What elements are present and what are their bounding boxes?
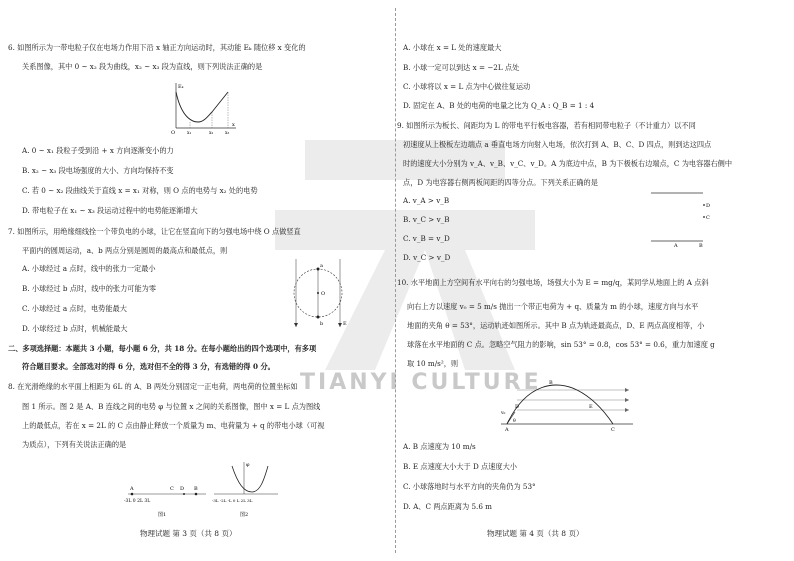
q9-line2: 初速度从上极板左边端点 a 垂直电场方向射入电场，依次打到 A、B、C、D 四点，则到达这四点 (403, 140, 712, 149)
q7-option-d: D. 小球经过 b 点时，机械能最大 (22, 324, 128, 333)
q6-tick-x3: x₃ (225, 131, 230, 135)
q9-line3: 时的速度大小分别为 v_A、v_B、v_C、v_D。A 为底边中点，B 为下极板右边端点，C 为电容器右侧中 (403, 159, 733, 168)
q8-line4: 为质点），下列有关说法正确的是 (22, 440, 127, 449)
q10-option-c: C. 小球落地时与水平方向的夹角仍为 53° (403, 482, 536, 491)
q9-capacitor-figure (647, 185, 717, 247)
q9-option-a: A. v_A > v_B (403, 196, 450, 205)
q7-graph (290, 255, 350, 330)
q9-option-c: C. v_B = v_D (403, 234, 450, 243)
q10-label-b: B (549, 380, 553, 386)
q9-line4: 点，D 为电容器右侧两板间距的四等分点。下列关系正确的是 (403, 178, 598, 187)
q6-option-d: D. 带电粒子在 x₁ ~ x₃ 段运动过程中的电势能逐渐增大 (22, 206, 198, 215)
page-4 (397, 0, 794, 561)
q10-trajectory-figure (497, 376, 637, 432)
q8-fig1-c: C (170, 486, 174, 492)
q7-label-b: b (320, 321, 324, 327)
q8-fig2-ticks: -3L -2L -L 0 L 2L 3L (212, 498, 253, 503)
q10-line3: 地面的夹角 θ = 53°，运动轨迹如图所示。其中 B 点为轨迹最高点，D、E 两点高度相等，小 (407, 321, 705, 330)
q9-label-b: B (699, 243, 703, 247)
q6-origin: O (171, 130, 176, 135)
watermark-text: TIANYI CULTURE (300, 370, 542, 395)
q8-line1: 8. 在光滑绝缘的水平面上相距为 6L 的 A、B 两处分别固定一正电荷，两电荷的位置坐标如 (8, 382, 298, 391)
q6-option-c: C. 若 0 ~ x₂ 段曲线关于直线 x = x₁ 对称，则 O 点的电势与 x₂ 处的电势 (22, 186, 258, 195)
q7-label-e: E (343, 321, 347, 327)
q10-line1: 10. 水平地面上方空间有水平向右的匀强电场，场强大小为 E = mg/q，某同学从地面上的 A 点斜 (397, 278, 709, 287)
q6-option-a: A. 0 ~ x₁ 段粒子受到沿 + x 方向逐渐变小的力 (22, 146, 174, 155)
q7-stem-line2: 平面内的圆周运动，a、b 两点分别是圆周的最高点和最低点，则 (22, 246, 228, 255)
q6-tick-x1: x₁ (187, 131, 192, 135)
q8-fig1-a: A (130, 486, 134, 492)
q10-label-e: E (589, 404, 593, 410)
q8-fig1-d: D (180, 486, 185, 492)
section2-heading-line2: 符合题目要求。全部选对的得 6 分，选对但不全的得 3 分，有选错的得 0 分。 (22, 362, 275, 371)
q7-option-a: A. 小球经过 a 点时，线中的张力一定最小 (22, 264, 156, 273)
q6-stem-line1: 6. 如图所示为一带电粒子仅在电场力作用下沿 x 轴正方向运动时，其动能 Eₖ 随位移 x 变化的 (8, 43, 306, 52)
q8-fig1-b: B (194, 486, 198, 492)
q10-line2: 向右上方以速度 v₀ = 5 m/s 抛出一个带正电荷为 + q、质量为 m 的小球，速度方向与水平 (407, 302, 699, 311)
q10-label-d: D (515, 404, 520, 410)
q10-label-a: A (505, 427, 509, 432)
q8-fig2-curve (232, 466, 268, 492)
q10-line5: 取 10 m/s²，则 (407, 359, 459, 368)
q6-x-label: x (232, 122, 235, 128)
q8-fig2-phi: φ (246, 462, 250, 468)
q10-label-theta: θ (513, 419, 516, 424)
q7-option-c: C. 小球经过 a 点时，电势能最大 (22, 304, 127, 313)
q9-line1: 9. 如图所示为板长、间距均为 L 的带电平行板电容器，若有相同带电粒子（不计重力）以不同 (397, 121, 696, 130)
q8-fig1-caption: 图1 (158, 512, 167, 518)
q6-curve (176, 92, 228, 122)
q8-figure2 (210, 458, 280, 520)
q8-option-d: D. 固定在 A、B 处的电荷的电量之比为 Q_A : Q_B = 1 : 4 (403, 101, 595, 110)
q10-line4: 球落在水平地面的 C 点。忽略空气阻力的影响，sin 53° = 0.8，cos 53° = 0.6，重力加速度 g (407, 340, 715, 349)
q10-label-c: C (611, 427, 615, 432)
q9-option-d: D. v_C > v_D (403, 253, 451, 262)
q9-label-d: D (706, 203, 711, 209)
q10-option-d: D. A、C 两点距离为 5.6 m (403, 502, 492, 511)
q9-label-a: A (674, 243, 678, 247)
q10-option-b: B. E 点速度大小大于 D 点速度大小 (403, 462, 517, 471)
q7-label-a: a (320, 263, 323, 269)
q9-label-c: C (706, 215, 710, 221)
page-3 (0, 0, 396, 561)
q8-option-b: B. 小球一定可以到达 x = −2L 点处 (403, 63, 520, 72)
page-3-footer: 物理试题 第 3 页（共 8 页） (140, 529, 237, 538)
q8-fig1-ticks: -3L 0 2L 3L (124, 499, 151, 504)
q8-line3: 上的最低点，若在 x = 2L 的 C 点由静止释放一个质量为 m、电荷量为 + q 的带电小球（可视 (22, 421, 325, 430)
q8-fig2-caption: 图2 (240, 512, 249, 518)
q8-figure1 (120, 478, 210, 520)
q7-stem-line1: 7. 如图所示，用绝缘细线拴一个带负电的小球，让它在竖直向下的匀强电场中绕 O 点做竖直 (8, 227, 301, 236)
q10-option-a: A. B 点速度为 10 m/s (403, 442, 476, 451)
q8-line2: 图 1 所示。图 2 是 A、B 连线之间的电势 φ 与位置 x 之间的关系图像，图中 x = L 点为图线 (22, 402, 321, 411)
q6-y-label: Eₖ (178, 84, 184, 90)
q6-option-b: B. x₂ ~ x₃ 段电场强度的大小、方向均保持不变 (22, 166, 174, 175)
page-4-footer: 物理试题 第 4 页（共 8 页） (487, 529, 584, 538)
q9-option-b: B. v_C > v_B (403, 215, 450, 224)
q8-option-c: C. 小球将以 x = L 点为中心做往复运动 (403, 82, 531, 91)
q6-tick-x2: x₂ (209, 131, 214, 135)
q8-option-a: A. 小球在 x = L 处的速度最大 (403, 43, 502, 52)
section2-heading-line1: 二、多项选择题：本题共 3 小题，每小题 6 分，共 18 分。在每小题给出的四个选项中，有多项 (8, 344, 317, 353)
q10-path (507, 385, 613, 424)
q10-label-v0: v₀ (501, 411, 506, 416)
q6-graph (168, 80, 238, 135)
q7-label-o: O (321, 291, 326, 297)
q7-option-b: B. 小球经过 b 点时，线中的张力可能为零 (22, 284, 157, 293)
q6-stem-line2: 关系图像，其中 0 ~ x₂ 段为曲线，x₂ ~ x₃ 段为直线，则下列说法正确的是 (22, 62, 263, 71)
